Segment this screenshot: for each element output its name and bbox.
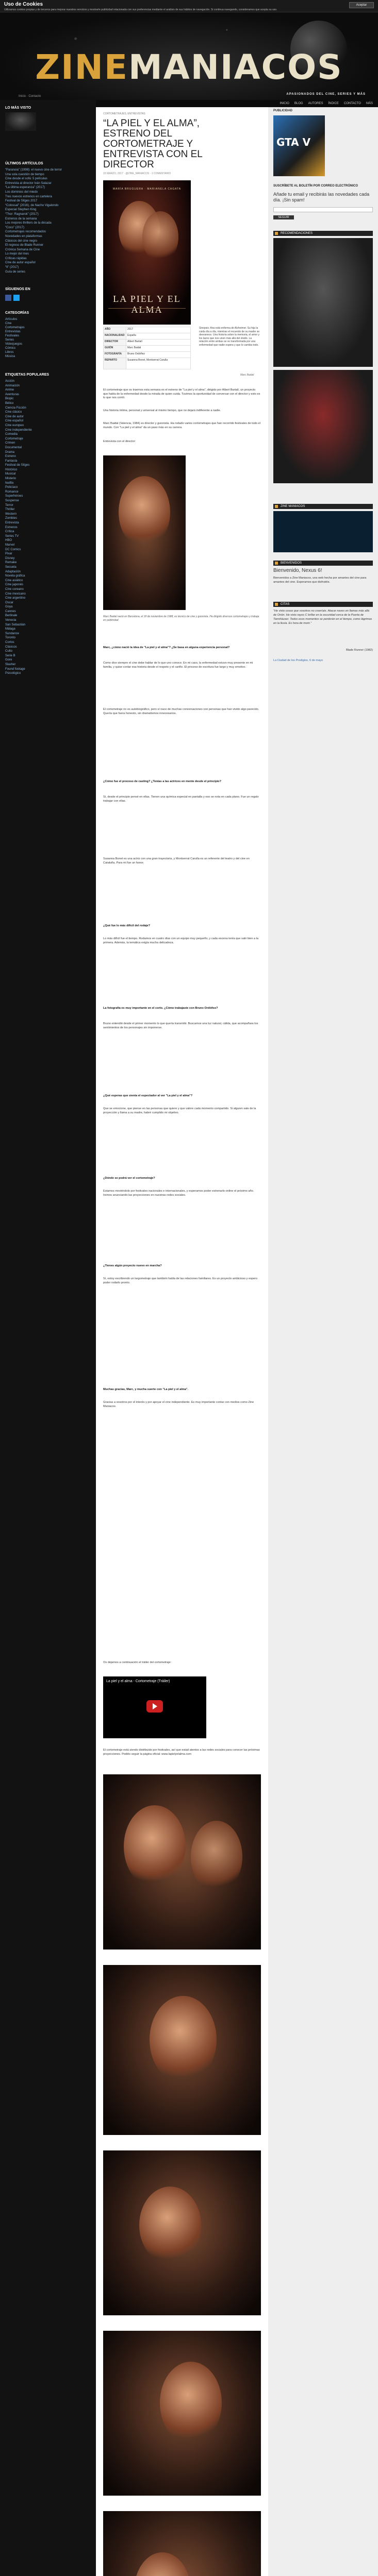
photo-face <box>160 2362 222 2444</box>
widget-bar: RECOMENDACIONES <box>273 231 373 236</box>
header-links[interactable]: Inicio · Contacto <box>19 95 41 98</box>
table-row <box>104 346 191 352</box>
list-item[interactable]: Acción <box>5 380 15 383</box>
list-item[interactable]: DC Comics <box>5 548 21 551</box>
list-item[interactable]: Found footage <box>5 667 25 671</box>
list-item[interactable]: Venecia <box>5 619 17 622</box>
list-item[interactable]: Adaptación <box>5 570 21 573</box>
question <box>103 924 261 928</box>
email-field[interactable] <box>273 207 373 212</box>
question <box>103 780 261 784</box>
paragraph: Gracias a vosotros por el interés y por apoyar el cine independiente. Es muy importante contar con medios como Zine Maniacos. <box>103 1401 254 1408</box>
breadcrumb[interactable]: CORTOMETRAJES, ENTREVISTAS <box>103 112 145 115</box>
list-item[interactable]: Musical <box>5 472 16 476</box>
recommendation-image[interactable] <box>273 238 373 367</box>
list-item[interactable]: Netflix <box>5 481 14 485</box>
cookie-title: Uso de Cookies <box>4 2 43 7</box>
list-item[interactable]: Cine coreano <box>5 587 24 591</box>
category-list <box>5 317 93 359</box>
logo-part-b: MANIACOS <box>128 47 343 87</box>
list-item[interactable]: Remake <box>5 561 17 565</box>
film-info-table <box>103 327 191 369</box>
site-header <box>0 12 378 100</box>
list-item[interactable]: El regreso de Blade Runner <box>5 244 44 247</box>
list-item[interactable]: Oscar <box>5 601 14 604</box>
list-item[interactable]: Serie B <box>5 654 15 657</box>
cookie-banner <box>0 0 378 12</box>
list-item[interactable]: Berlinale <box>5 614 18 618</box>
list-item[interactable]: Cine de autor <box>5 415 24 418</box>
still-photo <box>103 1774 261 1950</box>
table-key: REPARTO <box>104 358 126 369</box>
list-item[interactable]: Cine de autor español <box>5 261 36 265</box>
list-item[interactable]: Biopic <box>5 397 14 401</box>
nav-item-mas[interactable]: MÁS <box>366 102 373 105</box>
list-item[interactable]: Cine español <box>5 419 24 423</box>
photo-face <box>191 1821 242 1893</box>
list-item[interactable]: Estrenos <box>5 526 18 529</box>
list-item[interactable]: Disney <box>5 556 15 560</box>
list-item[interactable]: Entrevistas <box>5 330 21 333</box>
ad-banner[interactable] <box>273 115 325 176</box>
list-item[interactable]: Cine europeo <box>5 423 24 427</box>
list-item[interactable]: Cortometraje <box>5 437 23 440</box>
list-item[interactable]: Los mejores thrillers de la década <box>5 222 52 225</box>
table-row <box>104 333 191 340</box>
list-item[interactable]: Festival de Sitges <box>5 464 30 467</box>
list-item[interactable]: Crítica <box>5 530 14 534</box>
list-item[interactable]: San Sebastián <box>5 623 26 626</box>
photo-face <box>119 476 170 548</box>
list-item[interactable]: Lo mejor del mes <box>5 252 29 256</box>
list-item[interactable]: Cine desde el sofá: 5 películas <box>5 177 47 181</box>
paragraph: Estamos moviéndolo por festivales nacionales e internacionales, y esperamos poder estrenarlo online el próximo año. Iremos anunciando las proyecciones en nuestras redes sociales. <box>103 1190 254 1197</box>
list-item[interactable]: Cine asiático <box>5 579 23 582</box>
list-item[interactable]: Estreno <box>5 455 16 459</box>
paragraph: Lo más difícil fue el tiempo. Rodamos en cuatro días con un equipo muy pequeño, y cada escena tenía que salir bien a la primera. Además, la temática exigía mucha delicadeza. <box>103 937 259 944</box>
list-item[interactable]: Terror <box>5 503 13 507</box>
table-value: 2017 <box>126 327 191 333</box>
table-value: España <box>126 333 191 340</box>
table-value: Susanna Bonet, Montserrat Carulla <box>126 358 191 369</box>
welcome-text: Bienvenidos a Zine Maniacos, una web hecha por amantes del cine para amantes del cine. Esperamos que disfrutéis. <box>273 577 367 584</box>
list-item[interactable]: Crónica Semana de Cine <box>5 248 40 251</box>
table-key: NACIONALIDAD <box>104 333 126 340</box>
site-tagline: APASIONADOS DEL CINE, SERIES Y MÁS <box>286 93 366 96</box>
list-item[interactable]: Especial Stephen King <box>5 208 37 212</box>
ad-text: GTA V <box>276 136 311 148</box>
movie-poster <box>103 180 191 325</box>
poster-cast: MARÍA BRUGUERA · MARIANELA CAGATA <box>112 188 182 191</box>
cookie-text: Utilizamos cookies propias y de terceros para mejorar nuestros servicios y mostrarle publicidad relacionada con sus preferencias mediante el análisis de sus hábitos de navegación. Si continua navegando, consideramos que acepta su uso. <box>4 8 277 11</box>
table-key: GUIÓN <box>104 346 126 352</box>
paragraph: Una historia íntima, personal y universal al mismo tiempo, que no dejará indiferente a nadie. <box>103 409 221 412</box>
poster-title: LA PIEL Y EL ALMA <box>113 294 181 315</box>
play-icon[interactable] <box>146 1700 163 1713</box>
question-text: Muchas gracias, Marc, y mucha suerte con "La piel y el alma". <box>103 1388 189 1391</box>
post-meta: 15 MARZO, 2017 · @ZINE_MANIACOS · 1 COMENTARIO <box>103 172 171 175</box>
synopsis: Sinopsis: Ana está enferma de Alzheimer. Su hija la cuida día a día, mientras el recuerdo de su madre se desvanece. Una historia sobre la memoria, el amor y los lazos que nos unen más allá del olvido. La relación entre ambas se ve transformada por una enfermedad que nadie espera y que lo cambia todo. <box>199 327 260 347</box>
list-item[interactable]: Cómics <box>5 347 16 350</box>
list-item[interactable]: Bélico <box>5 401 14 405</box>
question-text: ¿Qué esperas que sienta el espectador al ver "La piel y el alma"? <box>103 1094 193 1097</box>
paragraph: El cortometraje está siendo distribuido por festivales, así que estad atentos a las redes sociales para conocer las próximas proyecciones. Podéis seguir la página oficial: www.lapielyelalma.com <box>103 1749 260 1756</box>
list-item[interactable]: Thriller <box>5 508 15 512</box>
list-item[interactable]: “La última esperanza” (2017) <box>5 186 45 190</box>
question-text: ¿Dónde se podrá ver el cortometraje? <box>103 1177 155 1180</box>
widget-title: SÍGUENOS EN <box>5 287 30 291</box>
widget-title: ÚLTIMOS ARTÍCULOS <box>5 162 43 165</box>
subscribe-text: Añade tu email y recibirás las novedades cada día. ¡Sin spam! <box>273 192 370 202</box>
nav-item-contacto[interactable]: CONTACTO <box>343 102 361 105</box>
list-item[interactable]: Anime <box>5 388 14 392</box>
list-item[interactable]: Los dominios del miedo <box>5 190 38 194</box>
photo-face <box>150 1996 217 2083</box>
nav-item-blog[interactable]: BLOG <box>294 102 303 105</box>
popular-thumbnail[interactable] <box>5 112 36 131</box>
list-item[interactable]: Novedades en plataformas <box>5 234 42 238</box>
list-item[interactable]: Una sola cuestión de tiempo <box>5 173 44 176</box>
main-nav <box>96 100 378 107</box>
poster-credits <box>108 308 186 317</box>
director-photo <box>103 455 186 610</box>
list-item[interactable]: Documental <box>5 446 22 449</box>
question-text: ¿Qué fue lo más difícil del rodaje? <box>103 924 151 927</box>
paragraph: Como dice siempre el cine debe hablar de lo que uno conoce. En mi caso, la enfermedad estuvo muy presente en mi familia, y quise contar esa historia desde el respeto y el cariño. El proceso de escritura fue largo y muy emotivo. <box>103 662 253 669</box>
list-item[interactable]: Culto <box>5 650 13 653</box>
table-key: DIRECTOR <box>104 340 126 346</box>
table-value: Marc Baidal <box>126 346 191 352</box>
cookie-accept-button[interactable]: Aceptar <box>349 2 374 8</box>
site-logo[interactable] <box>0 49 378 86</box>
list-item[interactable]: Toronto <box>5 636 16 640</box>
list-item[interactable]: Cine clásico <box>5 411 22 414</box>
photo-caption: Marc Baidal nació en Barcelona, el 18 de noviembre de 1988, es técnico de cine y guionista. Ha dirigido diversos cortometrajes y trabaja en publicidad. <box>103 615 259 622</box>
widget-title: ETIQUETAS POPULARES <box>5 373 50 377</box>
list-item[interactable]: Libros <box>5 351 14 354</box>
photo-face <box>124 1805 186 1888</box>
list-item[interactable]: Novela gráfica <box>5 574 25 578</box>
recommendation-image[interactable] <box>273 370 373 483</box>
list-item[interactable]: Cortos <box>5 641 14 645</box>
paragraph: Sí, estoy escribiendo un largometraje que también habla de las relaciones familiares. Es un proyecto ambicioso y espero poder rodarlo pronto. <box>103 1277 258 1284</box>
list-item[interactable]: Marvel <box>5 543 15 547</box>
list-item[interactable]: Cine argentino <box>5 597 26 600</box>
list-item[interactable]: Crimen <box>5 442 15 445</box>
list-item[interactable]: Clásicos <box>5 645 17 649</box>
list-item[interactable]: Fantasía <box>5 459 18 463</box>
list-item[interactable]: “Paranoia” (1998): el nuevo cine de terror <box>5 168 62 172</box>
subscribe-button[interactable]: SEGUIR <box>273 215 294 219</box>
table-row <box>104 358 191 369</box>
left-sidebar <box>0 100 96 2576</box>
photo-face <box>134 2552 191 2576</box>
list-item[interactable]: Secuela <box>5 565 17 569</box>
list-item[interactable]: Cine mexicano <box>5 592 26 596</box>
nav-item-inicio[interactable]: INICIO <box>280 102 289 105</box>
list-item[interactable]: Ciencia Ficción <box>5 406 26 410</box>
film-quote: “He visto cosas que vosotros no creeríais. Atacar naves en llamas más allá de Orión. He visto rayos C brillar en la oscuridad cerca de la Puerta de Tannhäuser. Todos esos momentos se perderán en el tiempo, como lágrimas en la lluvia. Es hora de morir.” <box>273 609 372 625</box>
widget-bar: ZINE MANIACOS <box>273 504 373 509</box>
list-item[interactable]: Drama <box>5 450 15 454</box>
list-item[interactable]: Clásicos del cine negro <box>5 239 38 243</box>
logo-banner[interactable] <box>273 511 373 552</box>
list-item[interactable]: Superhéroes <box>5 495 23 498</box>
question <box>103 1264 261 1268</box>
question <box>103 1388 261 1392</box>
list-item[interactable]: Gore <box>5 658 12 662</box>
nav-item-autores[interactable]: AUTORES <box>308 102 323 105</box>
still-photo <box>103 2150 261 2315</box>
question-text: ¿Tienes algún proyecto nuevo en marcha? <box>103 1264 162 1267</box>
list-item[interactable]: Tres nuevos estrenos en cartelera <box>5 195 52 198</box>
question-text: ¿Cómo fue el proceso de casting? ¿Tenías a las actrices en mente desde el principio? <box>103 780 221 783</box>
list-item[interactable]: Málaga <box>5 628 15 631</box>
list-item[interactable]: Misterio <box>5 477 17 481</box>
list-item[interactable]: Histórico <box>5 468 18 471</box>
widget-title: LO MÁS VISTO <box>5 106 31 110</box>
list-item[interactable]: Comedia <box>5 433 18 436</box>
welcome-title: Bienvenido, Nexus 6! <box>273 568 322 573</box>
list-item[interactable]: Festival de Sitges 2017 <box>5 199 38 203</box>
paragraph: Os dejamos a continuación el tráiler del cortometraje: <box>103 1661 172 1664</box>
latest-link[interactable]: La Ciudad de los Prodigios, 6 de mayo <box>273 659 323 662</box>
list-item[interactable]: Guía de series <box>5 270 26 274</box>
paragraph: Susanna Bonet es una actriz con una gran trayectoria, y Montserrat Carulla es un referente del teatro y del cine en Cataluña. Para mí fue un honor. <box>103 857 250 865</box>
list-item[interactable]: Series TV <box>5 534 19 538</box>
list-item[interactable]: Videojuegos <box>5 343 22 346</box>
facebook-icon[interactable] <box>5 295 11 301</box>
paragraph: El cortometraje que os traemos esta semana es el estreno de "La piel y el alma", dirigido por Albert Bartalí, un proyecto que habla de la enfermedad desde la mirada de quien cuida. Tuvimos la oportunidad de conversar con el director y esto es lo que nos contó. <box>103 388 260 400</box>
paragraph: Sí, desde el principio pensé en ellas. Tienen una química especial en pantalla y eso se nota en cada plano. Fue un regalo trabajar con ellas. <box>103 795 259 803</box>
table-key: AÑO <box>104 327 126 333</box>
table-row <box>104 352 191 358</box>
twitter-icon[interactable] <box>13 295 20 301</box>
list-item[interactable]: Slasher <box>5 663 16 666</box>
logo-part-a: ZINE <box>35 47 128 87</box>
still-photo <box>103 2511 261 2576</box>
list-item[interactable]: Suspense <box>5 499 19 503</box>
list-item[interactable]: Romance <box>5 490 19 494</box>
list-item[interactable]: Cannes <box>5 609 16 613</box>
tag-list <box>5 379 93 676</box>
poster-face <box>142 211 178 263</box>
question <box>103 646 261 650</box>
page-title: “LA PIEL Y EL ALMA”, ESTRENO DEL CORTOMETRAJE Y ENTREVISTA CON EL DIRECTOR <box>103 118 203 170</box>
synopsis-author: Marc Baidal <box>240 374 254 377</box>
list-item[interactable]: Psicológico <box>5 672 21 675</box>
list-item[interactable]: Estrenos de la semana <box>5 217 37 221</box>
table-row <box>104 327 191 333</box>
list-item[interactable]: Cine japonés <box>5 583 24 587</box>
question-text: La fotografía es muy importante en el corto. ¿Cómo trabajaste con Bruno Ordóñez? <box>103 1007 218 1010</box>
list-item[interactable]: Series <box>5 338 14 342</box>
list-item[interactable]: Animación <box>5 384 20 387</box>
paragraph: Que se emocione, que piense en las personas que quiere y que valore cada momento compartido. Si alguien sale de la proyección y llama a su madre, habré cumplido mi objetivo. <box>103 1107 256 1114</box>
widget-title: SUSCRÍBETE AL BOLETÍN POR CORREO ELECTRÓNICO <box>273 184 358 188</box>
paragraph: Bruno entendió desde el primer momento lo que quería transmitir. Buscamos una luz natural, cálida, que acompañara los sentimientos de los personajes sin imponerse. <box>103 1022 258 1029</box>
still-photo <box>103 2331 261 2496</box>
list-item[interactable]: Cortometrajes <box>5 326 25 329</box>
widget-title: PUBLICIDAD <box>273 109 292 112</box>
list-item[interactable]: Goya <box>5 605 13 609</box>
list-item[interactable]: Western <box>5 512 17 516</box>
list-item[interactable]: Sundance <box>5 632 20 635</box>
list-item[interactable]: Entrevista <box>5 521 19 524</box>
question <box>103 1007 261 1011</box>
video-player[interactable] <box>103 1676 206 1738</box>
nav-item-indice[interactable]: ÍNDICE <box>328 102 339 105</box>
list-item[interactable]: Cortometrajes recomendados <box>5 230 46 234</box>
list-item[interactable]: “It” (2017) <box>5 266 19 269</box>
still-photo <box>103 1965 261 2135</box>
question <box>103 1094 261 1098</box>
table-row <box>104 340 191 346</box>
table-value: Bruno Ordóñez <box>126 352 191 358</box>
paragraph: Entrevista con el director: <box>103 440 136 443</box>
list-item[interactable]: Críticas rápidas <box>5 257 27 260</box>
latest-list <box>5 168 93 274</box>
table-value: Albert Bartalí <box>126 340 191 346</box>
paragraph: El cortometraje no es autobiográfico, pero sí nace de muchas conversaciones con personas que han vivido algo parecido. Quería que fuera honesto, sin dramatismos innecesarios. <box>103 708 259 715</box>
list-item[interactable]: Música <box>5 355 15 358</box>
table-key: FOTOGRAFÍA <box>104 352 126 358</box>
list-item[interactable]: Aventuras <box>5 393 19 396</box>
list-item[interactable]: Festivales <box>5 334 20 337</box>
list-item[interactable]: Cine independiente <box>5 428 32 432</box>
list-item[interactable]: HBO <box>5 539 12 543</box>
list-item[interactable]: Zombies <box>5 517 18 520</box>
list-item[interactable]: Artículos <box>5 318 18 321</box>
list-item[interactable]: Pixar <box>5 552 12 556</box>
quote-author: Blade Runner (1982) <box>346 649 373 652</box>
list-item[interactable]: “Thor: Ragnarok” (2017) <box>5 212 39 216</box>
paragraph: Marc Baidal (Valencia, 1984) es director y guionista. Ha rodado varios cortometrajes que han recorrido festivales de todo el mundo. Con "La piel y el alma" da un paso más en su carrera. <box>103 422 260 429</box>
list-item[interactable]: “Coco” (2017) <box>5 226 25 229</box>
right-sidebar <box>268 107 378 2576</box>
list-item[interactable]: Cine <box>5 322 12 325</box>
question-text: Marc, ¿cómo nació la idea de "La piel y el alma"? ¿Se basa en alguna experiencia personal? <box>103 646 230 649</box>
list-item[interactable]: “Colossal” (2016), de Nacho Vigalondo <box>5 204 59 207</box>
list-item[interactable]: Policíaco <box>5 486 18 489</box>
video-title: La piel y el alma - Cortometraje (Tráiler) <box>106 1680 170 1683</box>
widget-bar: CITAS <box>273 602 373 607</box>
widget-bar: BIENVENIDOS <box>273 561 373 566</box>
list-item[interactable]: Entrevista al director Iván Salazar <box>5 181 52 185</box>
widget-title: CATEGORÍAS <box>5 311 29 315</box>
question <box>103 1177 261 1181</box>
photo-face <box>139 2187 201 2264</box>
